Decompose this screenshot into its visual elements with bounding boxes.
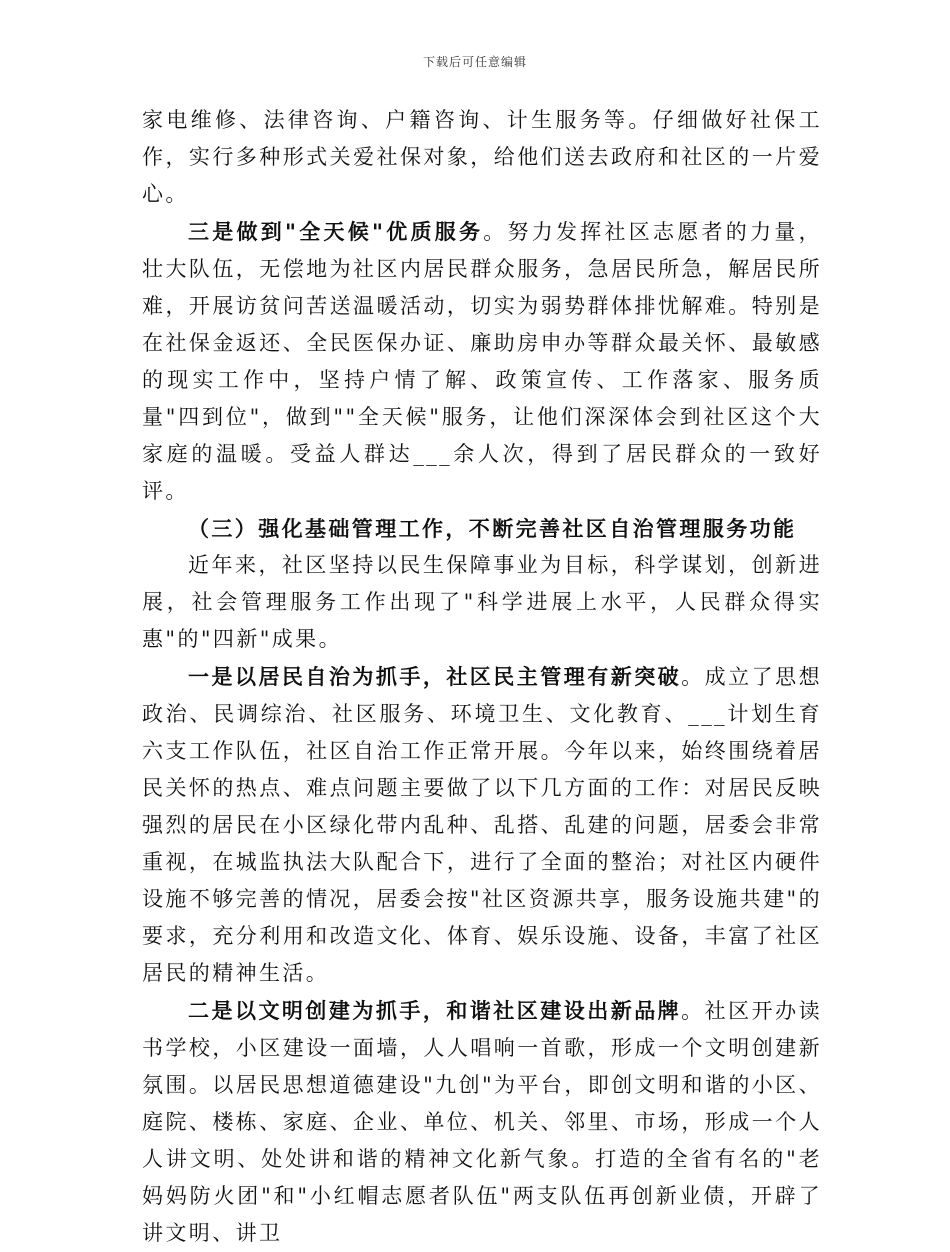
paragraph-5-lead: 一是以居民自治为抓手，社区民主管理有新突破 <box>188 664 682 689</box>
paragraph-6-lead: 二是以文明创建为抓手，和谐社区建设出新品牌 <box>188 998 682 1023</box>
page-header: 下载后可任意编辑 <box>422 55 527 69</box>
section-heading-3: （三）强化基础管理工作，不断完善社区自治管理服务功能 <box>188 516 797 541</box>
paragraph-5-body: 。成立了思想政治、民调综治、社区服务、环境卫生、文化教育、___计划生育六支工作队伍，社区自治工作正常开展。今年以来，始终围绕着居民关怀的热点、难点问题主要做了以下几方面的工作：对居民反映强烈的居民在小区绿化带内乱种、乱搭、乱建的问题，居委会非常重视，在城监执法大队配合下，进行了全面的整治；对社区内硬件设施不够完善的情况，居委会按"社区资源共享，服务设施共建"的要求，充分利用和改造文化、体育、娱乐设施、设备，丰富了社区居民的精神生活。 <box>142 665 822 985</box>
paragraph-5 <box>142 658 822 992</box>
paragraph-1: 家电维修、法律咨询、户籍咨询、计生服务等。仔细做好社保工作，实行多种形式关爱社保对象，给他们送去政府和社区的一片爱心。 <box>142 108 822 206</box>
paragraph-6 <box>142 992 822 1252</box>
paragraph-2 <box>142 213 822 510</box>
document-body <box>142 102 822 1252</box>
paragraph-2-lead: 三是做到"全天候"优质服务 <box>188 219 484 244</box>
paragraph-2-body: 。努力发挥社区志愿者的力量，壮大队伍，无偿地为社区内居民群众服务，急居民所急，解居民所难，开展访贫问苦送温暖活动，切实为弱势群体排忧解难。特别是在社保金返还、全民医保办证、廉助房申办等群众最关怀、最敏感的现实工作中，坚持户情了解、政策宣传、工作落家、服务质量"四到位"，做到""全天候"服务，让他们深深体会到社区这个大家庭的温暖。受益人群达___余人次，得到了居民群众的一致好评。 <box>142 220 822 503</box>
paragraph-6-body: 。社区开办读书学校，小区建设一面墙，人人唱响一首歌，形成一个文明创建新氛围。以居民思想道德建设"九创"为平台，即创文明和谐的小区、庭院、楼栋、家庭、企业、单位、机关、邻里、市场，形成一个人人讲文明、处处讲和谐的精神文化新气象。打造的全省有名的"老妈妈防火团"和"小红帽志愿者队伍"两支队伍再创新业债，开辟了讲文明、讲卫 <box>142 999 822 1245</box>
paragraph-4: 近年来，社区坚持以民生保障事业为目标，科学谋划，创新进展，社会管理服务工作出现了"科学进展上水平，人民群众得实惠"的"四新"成果。 <box>142 553 822 651</box>
